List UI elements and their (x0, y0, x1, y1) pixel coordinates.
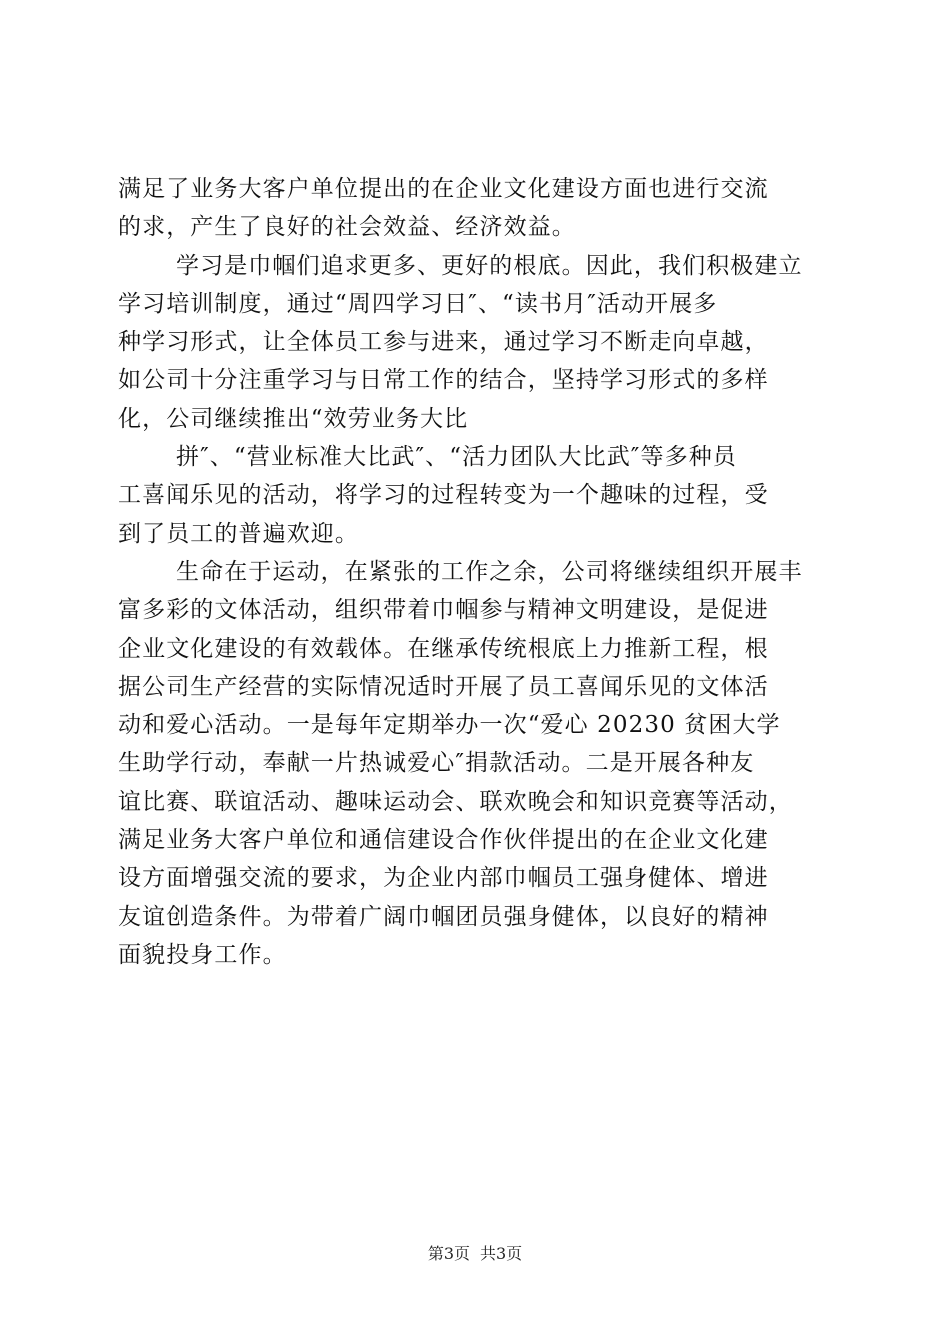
text-line: 生助学行动，奉献一片热诚爱心″捐款活动。二是开展各种友 (118, 750, 755, 777)
text-line: 谊比赛、联谊活动、趣味运动会、联欢晚会和知识竞赛等活动， (118, 788, 793, 815)
page-footer (0, 1244, 950, 1264)
text-line: 化，公司继续推出“效劳业务大比 (118, 405, 469, 432)
text-line: 满足了业务大客户单位提出的在企业文化建设方面也进行交流 (118, 176, 769, 202)
text-line: 设方面增强交流的要求，为企业内部巾帼员工强身健体、增进 (118, 865, 769, 892)
text-line: 友谊创造条件。为带着广阔巾帼团员强身健体，以良好的精神 (118, 903, 769, 930)
document-body (118, 170, 838, 974)
page-total: 共3页 (480, 1244, 523, 1263)
text-line: 的求，产生了良好的社会效益、经济效益。 (118, 214, 576, 241)
text-line: 满足业务大客户单位和通信建设合作伙伴提出的在企业文化建 (118, 827, 769, 854)
page-number: 第3页 (427, 1244, 470, 1263)
text-line: 工喜闻乐见的活动，将学习的过程转变为一个趣味的过程，受 (118, 482, 769, 509)
paragraph-start-line: 拼″、“营业标准大比武″、“活力团队大比武″等多种员 (176, 444, 737, 471)
text-line: 富多彩的文体活动，组织带着巾帼参与精神文明建设，是促进 (118, 597, 769, 624)
text-line: 种学习形式，让全体员工参与进来，通过学习不断走向卓越， (118, 329, 769, 356)
text-line: 企业文化建设的有效载体。在继承传统根底上力推新工程，根 (118, 635, 769, 662)
text-line: 学习培训制度，通过“周四学习日″、“读书月″活动开展多 (118, 290, 718, 317)
text-line: 据公司生产经营的实际情况适时开展了员工喜闻乐见的文体活 (118, 673, 769, 700)
text-line: 到了员工的普遍欢迎。 (118, 520, 359, 547)
paragraph-start-line: 生命在于运动，在紧张的工作之余，公司将继续组织开展丰 (176, 558, 803, 585)
text-line: 面貌投身工作。 (118, 941, 287, 968)
text-line: 动和爱心活动。一是每年定期举办一次“爱心 20230 贫困大学 (118, 712, 781, 739)
text-line: 如公司十分注重学习与日常工作的结合，坚持学习形式的多样 (118, 367, 769, 394)
paragraph-start-line: 学习是巾帼们追求更多、更好的根底。因此，我们积极建立 (176, 252, 803, 279)
